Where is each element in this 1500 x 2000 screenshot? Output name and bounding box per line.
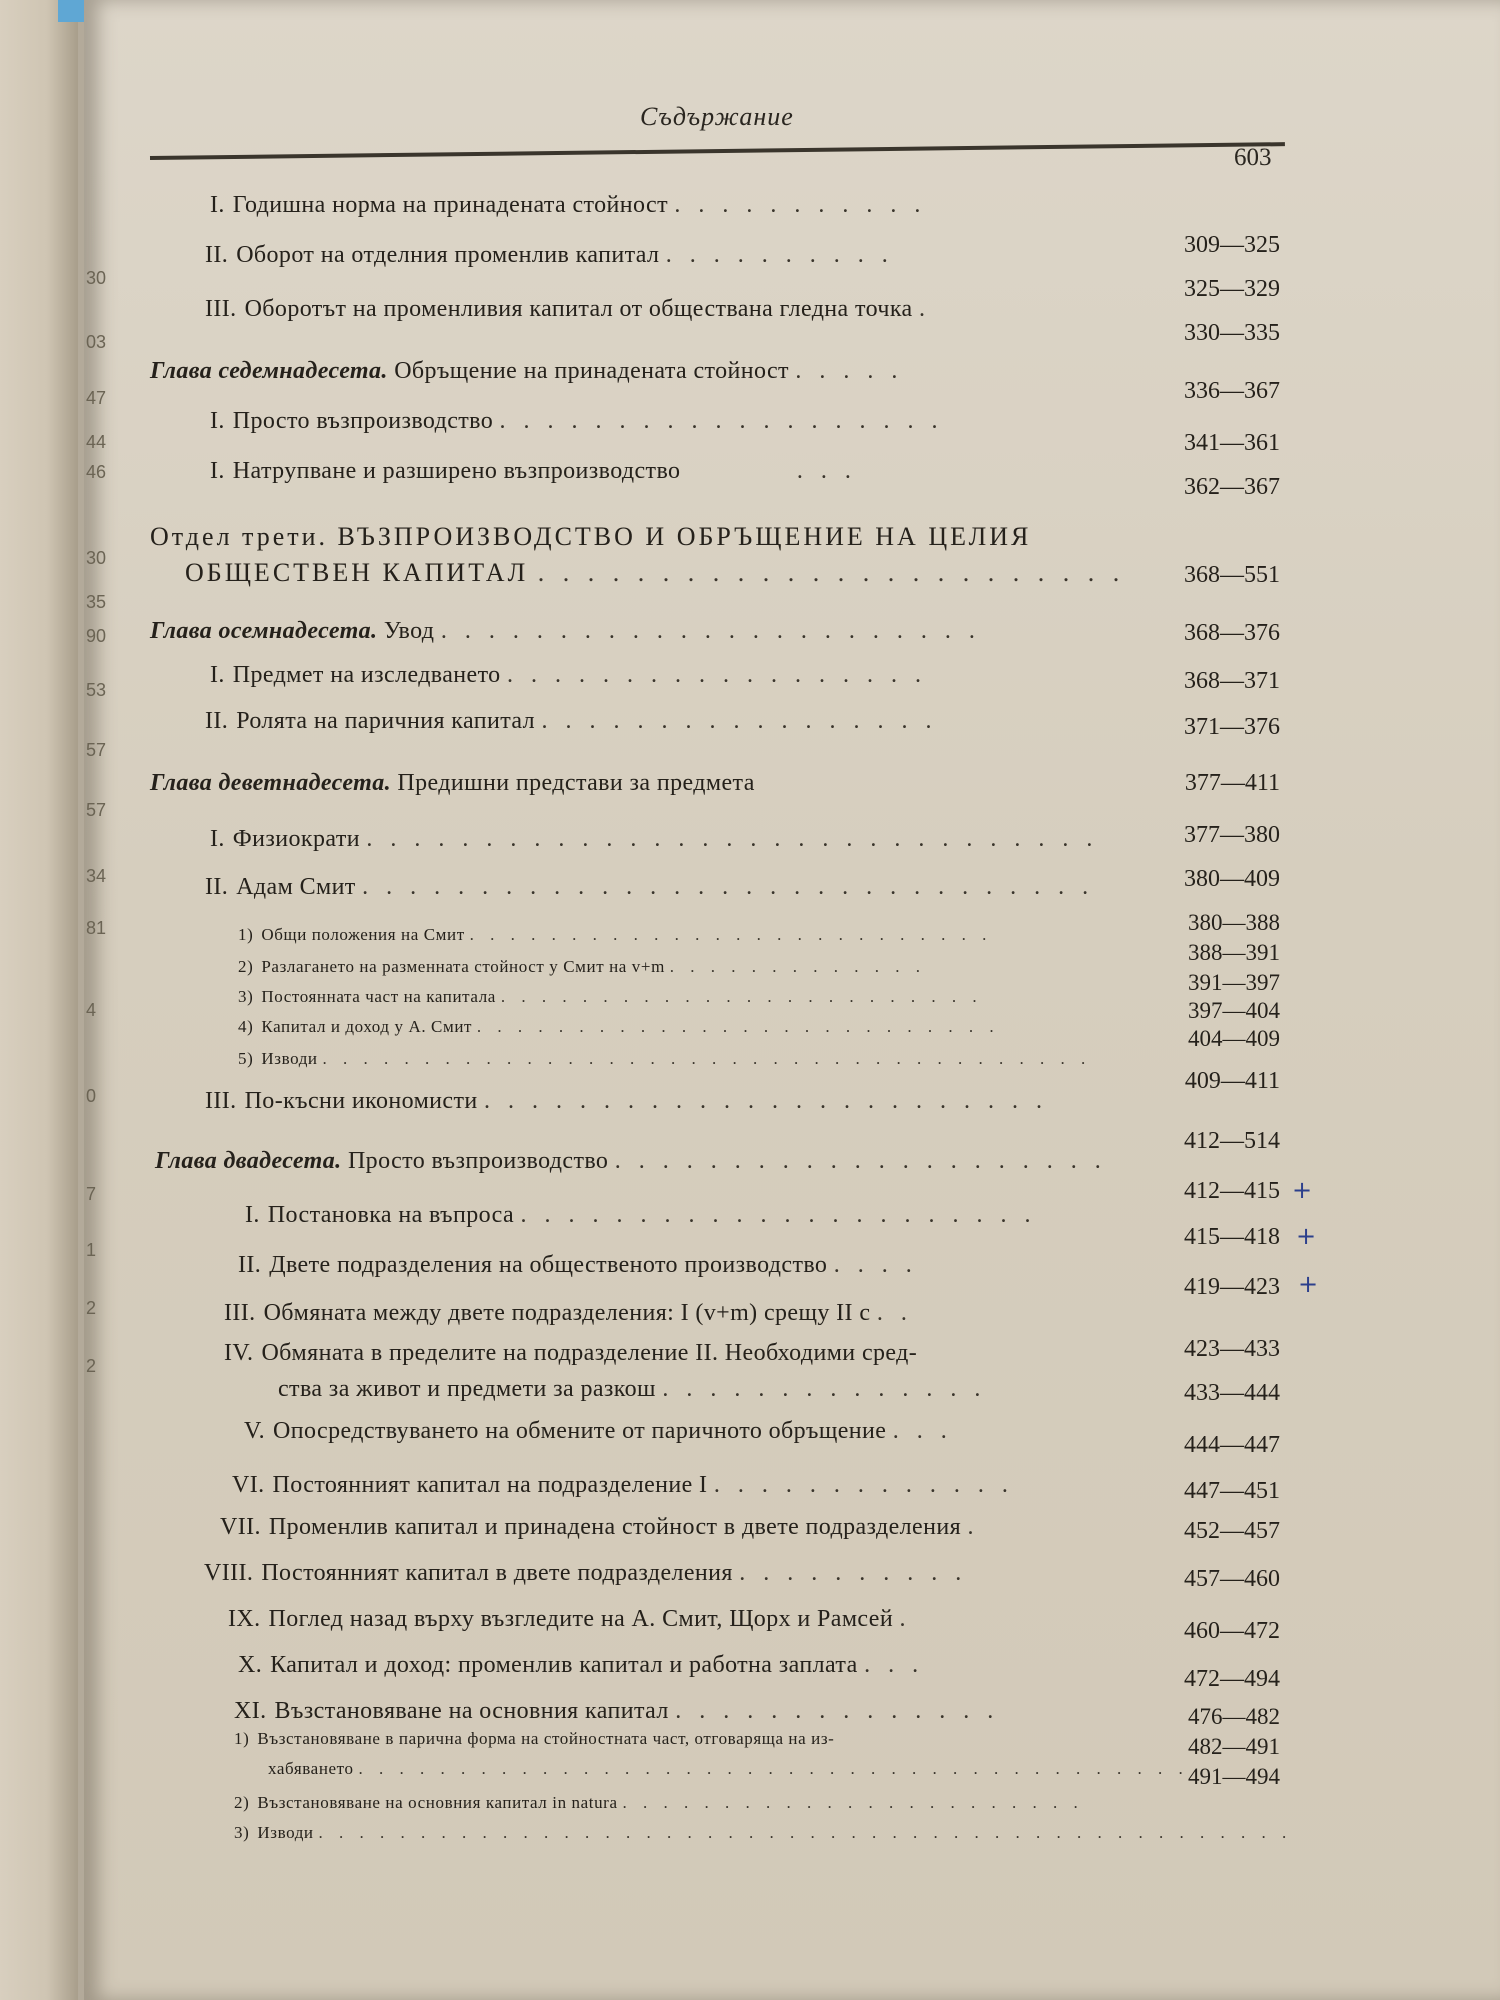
margin-mark: 57 bbox=[86, 740, 107, 760]
margin-mark: 03 bbox=[86, 332, 107, 352]
entry-pages: 423—433 bbox=[1184, 1336, 1280, 1362]
entry-title: Двете подразделения на общественото производство bbox=[269, 1252, 828, 1278]
leader-dots: . . . . . . . . . . . . . . . . . . . . . . bbox=[520, 1202, 1037, 1228]
entry-number: 4) bbox=[238, 1017, 254, 1036]
margin-mark: 7 bbox=[86, 1184, 97, 1204]
entry-pages: 412—514 bbox=[1184, 1128, 1280, 1154]
entry-title: Ролята на паричния капитал bbox=[236, 708, 536, 734]
entry-number: 3) bbox=[238, 987, 254, 1006]
entry-title: Годишна норма на принадената стойност bbox=[232, 192, 668, 218]
entry-title: Възстановяване на основния капитал bbox=[274, 1698, 669, 1724]
entry-pages: 362—367 bbox=[1184, 474, 1280, 500]
leader-dots: . . . . . . . . . . . . . . . . . . . . . . . . . . . . . . . . . . . . . . . . . . . . . . . . bbox=[318, 1823, 1293, 1842]
margin-mark: 1 bbox=[86, 1240, 97, 1260]
toc-entry bbox=[224, 1336, 917, 1370]
toc-subentry bbox=[238, 1014, 1000, 1040]
entry-pages: 452—457 bbox=[1184, 1518, 1280, 1544]
entry-number: III. bbox=[205, 296, 237, 322]
margin-mark: 57 bbox=[86, 800, 107, 820]
leader-dots: . . . . . . . . . . . . . . . . . . . . . bbox=[614, 1148, 1107, 1174]
chapter-label: Глава деветнадесета. bbox=[150, 770, 391, 796]
leader-dots: . . . . . . . . . . . . . . . . . . . bbox=[499, 408, 944, 434]
toc-entry bbox=[232, 1468, 1014, 1502]
entry-number: IX. bbox=[228, 1606, 261, 1632]
toc-entry bbox=[238, 1248, 918, 1282]
margin-mark: 47 bbox=[86, 388, 107, 408]
toc-entry bbox=[220, 1510, 979, 1544]
margin-mark: 0 bbox=[86, 1086, 97, 1106]
entry-title: Физиократи bbox=[232, 826, 360, 852]
chapter-label: Глава седемнадесета. bbox=[150, 358, 388, 384]
plus-annotation: + bbox=[1292, 1176, 1313, 1204]
entry-title: Просто възпроизводство bbox=[347, 1148, 609, 1174]
entry-pages: 444—447 bbox=[1184, 1432, 1280, 1458]
entry-number: VIII. bbox=[204, 1560, 254, 1586]
margin-mark: 35 bbox=[86, 592, 107, 612]
entry-title: Просто възпроизводство bbox=[232, 408, 494, 434]
entry-title: ОБЩЕСТВЕН КАПИТАЛ bbox=[185, 558, 529, 587]
leader-dots: . . . . . . . . . . . . . . bbox=[675, 1698, 1000, 1724]
entry-pages: 330—335 bbox=[1184, 320, 1280, 346]
entry-number: II. bbox=[205, 874, 229, 900]
chapter-label: Глава двадесета. bbox=[155, 1148, 342, 1174]
entry-pages: 325—329 bbox=[1184, 276, 1280, 302]
entry-title: По-късни икономисти bbox=[244, 1088, 478, 1114]
entry-pages: 368—551 bbox=[1184, 562, 1280, 588]
plus-annotation: + bbox=[1298, 1270, 1319, 1298]
entry-title: Увод bbox=[383, 618, 435, 644]
toc-entry-continued bbox=[278, 1372, 986, 1406]
entry-pages: 412—415 bbox=[1184, 1178, 1280, 1204]
entry-number: I. bbox=[210, 826, 225, 852]
toc-entry bbox=[210, 188, 926, 222]
entry-pages: 336—367 bbox=[1184, 378, 1280, 404]
toc-entry bbox=[205, 870, 1094, 904]
entry-number: III. bbox=[224, 1300, 256, 1326]
page-header-title: Съдържание bbox=[640, 102, 794, 131]
entry-title: Предишни представи за предмета bbox=[397, 770, 755, 796]
page-number: 603 bbox=[1234, 144, 1272, 171]
margin-mark: 30 bbox=[86, 548, 107, 568]
entry-number: I. bbox=[245, 1202, 260, 1228]
leader-dots: . . . . bbox=[833, 1252, 918, 1278]
entry-pages: 409—411 bbox=[1184, 1068, 1280, 1094]
toc-entry bbox=[238, 1648, 924, 1682]
entry-pages: 397—404 bbox=[1188, 998, 1280, 1023]
toc-subentry bbox=[234, 1790, 1084, 1816]
entry-title: Променлив капитал и принадена стойност в двете подразделения bbox=[268, 1514, 962, 1540]
leader-dots: . . . . . . . . . . . . . bbox=[713, 1472, 1014, 1498]
entry-pages: 457—460 bbox=[1184, 1566, 1280, 1592]
margin-mark: 4 bbox=[86, 1000, 97, 1020]
toc-entry bbox=[224, 1296, 913, 1330]
leader-dots: . . . . . . . . . . . . . . . . . . . . . . . bbox=[440, 618, 981, 644]
leader-dots: . . . . . . . . . . . . . . bbox=[662, 1376, 987, 1402]
entry-title: Изводи bbox=[261, 1049, 318, 1068]
toc-chapter bbox=[155, 1144, 1107, 1178]
toc-subentry-continued bbox=[268, 1756, 1189, 1782]
entry-pages: 476—482 bbox=[1188, 1704, 1280, 1729]
leader-dots: . bbox=[967, 1514, 980, 1540]
entry-title: Постоянната част на капитала bbox=[261, 987, 496, 1006]
entry-pages: 380—388 bbox=[1188, 910, 1280, 935]
toc-subentry bbox=[238, 984, 983, 1010]
toc-chapter bbox=[150, 766, 755, 800]
entry-pages: 419—423 bbox=[1184, 1274, 1280, 1300]
toc-entry bbox=[210, 822, 1098, 856]
entry-pages: 371—376 bbox=[1184, 714, 1280, 740]
leader-dots: . bbox=[899, 1606, 912, 1632]
leader-dots: . . . . . . . . . . . . . . . . . . . . . . . . . . bbox=[469, 925, 993, 944]
entry-title: Адам Смит bbox=[236, 874, 356, 900]
leader-dots: . . . . . . . . . . . . . . . . . . . . . . . . bbox=[537, 558, 1126, 587]
entry-pages: 460—472 bbox=[1184, 1618, 1280, 1644]
entry-title: Възстановяване на основния капитал in natura bbox=[257, 1793, 618, 1812]
margin-mark: 90 bbox=[86, 626, 107, 646]
toc-entry bbox=[244, 1414, 953, 1448]
entry-title: Изводи bbox=[257, 1823, 314, 1842]
toc-subentry bbox=[238, 922, 992, 948]
leader-dots: . . . bbox=[796, 458, 857, 484]
entry-number: 3) bbox=[234, 1823, 250, 1842]
entry-number: III. bbox=[205, 1088, 237, 1114]
entry-pages: 368—376 bbox=[1184, 620, 1280, 646]
entry-pages: 341—361 bbox=[1184, 430, 1280, 456]
entry-number: I. bbox=[210, 408, 225, 434]
leader-dots: . bbox=[918, 296, 931, 322]
entry-number: I. bbox=[210, 662, 225, 688]
entry-number: I. bbox=[210, 192, 225, 218]
toc-entry bbox=[245, 1198, 1036, 1232]
entry-title: Предмет на изследването bbox=[232, 662, 501, 688]
entry-pages: 491—494 bbox=[1188, 1764, 1280, 1789]
toc-entry bbox=[205, 1084, 1048, 1118]
margin-mark: 46 bbox=[86, 462, 107, 482]
entry-pages: 380—409 bbox=[1184, 866, 1280, 892]
entry-title: Постоянният капитал на подразделение I bbox=[272, 1472, 708, 1498]
leader-dots: . . . . . . . . . . . . . . . . . . . . . . . . bbox=[484, 1088, 1049, 1114]
entry-pages: 447—451 bbox=[1184, 1478, 1280, 1504]
entry-pages: 415—418 bbox=[1184, 1224, 1280, 1250]
entry-title: Обмяната в пределите на подразделение II. Необходими сред- bbox=[261, 1340, 918, 1366]
leader-dots: . . . . . . . . . . bbox=[665, 242, 894, 268]
margin-mark: 2 bbox=[86, 1298, 97, 1318]
entry-pages: 472—494 bbox=[1184, 1666, 1280, 1692]
entry-number: II. bbox=[238, 1252, 262, 1278]
leader-dots: . . . . . . . . . . . . . . . . . . . . . . . . . . . . . . . . . . . . . . bbox=[322, 1049, 1092, 1068]
entry-number: 2) bbox=[238, 957, 254, 976]
leader-dots: . . . . . . . . . . . . . bbox=[669, 957, 927, 976]
toc-chapter bbox=[150, 614, 981, 648]
entry-pages: 368—371 bbox=[1184, 668, 1280, 694]
entry-pages: 482—491 bbox=[1188, 1734, 1280, 1759]
entry-title: Постоянният капитал в двете подразделения bbox=[261, 1560, 733, 1586]
entry-number: 1) bbox=[234, 1729, 250, 1748]
toc-subentry bbox=[234, 1726, 834, 1752]
entry-number: XI. bbox=[234, 1698, 267, 1724]
toc-entry bbox=[205, 292, 931, 326]
toc-subentry bbox=[238, 954, 926, 980]
toc-entry bbox=[228, 1602, 911, 1636]
entry-title: хабяването bbox=[268, 1759, 354, 1778]
plus-annotation: + bbox=[1296, 1222, 1317, 1250]
entry-title: ства за живот и предмети за разкош bbox=[278, 1376, 656, 1402]
entry-pages: 391—397 bbox=[1188, 970, 1280, 995]
toc-chapter bbox=[150, 354, 903, 388]
entry-number: 5) bbox=[238, 1049, 254, 1068]
entry-title: Поглед назад върху възгледите на А. Смит, Щорх и Рамсей bbox=[268, 1606, 894, 1632]
toc-section-continued bbox=[185, 556, 1125, 590]
entry-title: Капитал и доход: променлив капитал и работна заплата bbox=[270, 1652, 858, 1678]
entry-title: Натрупване и разширено възпроизводство bbox=[232, 458, 681, 484]
toc-subentry bbox=[238, 1046, 1091, 1072]
toc-entry bbox=[205, 704, 937, 738]
entry-pages: 433—444 bbox=[1184, 1380, 1280, 1406]
entry-title: ВЪЗПРОИЗВОДСТВО И ОБРЪЩЕНИЕ НА ЦЕЛИЯ bbox=[337, 522, 1032, 551]
chapter-label: Глава осемнадесета. bbox=[150, 618, 378, 644]
toc-entry bbox=[234, 1694, 999, 1728]
leader-dots: . . . . . . . . . . . . . . . . . . . . . . . . . . bbox=[476, 1017, 1000, 1036]
entry-title: Възстановяване в парична форма на стойностната част, отговаряща на из- bbox=[257, 1729, 835, 1748]
toc-section bbox=[150, 520, 1031, 554]
leader-dots: . . . . . . . . . . . . . . . . . . . . . . . bbox=[622, 1793, 1084, 1812]
entry-pages: 377—411 bbox=[1184, 770, 1280, 796]
toc-subentry bbox=[234, 1820, 1292, 1846]
leader-dots: . . . . . . . . . . bbox=[739, 1560, 968, 1586]
toc-entry bbox=[210, 404, 944, 438]
entry-number: II. bbox=[205, 708, 229, 734]
leader-dots: . . . . . . . . . . . bbox=[674, 192, 927, 218]
leader-dots: . . . . . . . . . . . . . . . . . . . . . . . . . . . . . . . bbox=[366, 826, 1099, 852]
entry-title: Обръщение на принадената стойност bbox=[394, 358, 789, 384]
entry-title: Капитал и доход у А. Смит bbox=[261, 1017, 473, 1036]
leader-dots: . . . . . . . . . . . . . . . . . bbox=[541, 708, 938, 734]
entry-title: Общи положения на Смит bbox=[261, 925, 465, 944]
entry-number: VII. bbox=[220, 1514, 261, 1540]
leader-dots: . . . . . . . . . . . . . . . . . . . . . . . . . . . . . . . bbox=[362, 874, 1095, 900]
leader-dots: . . . bbox=[864, 1652, 925, 1678]
toc-entry bbox=[205, 238, 894, 272]
leader-dots: . . bbox=[876, 1300, 913, 1326]
entry-title: Постановка на въпроса bbox=[267, 1202, 515, 1228]
entry-title: Оборот на отделния променлив капитал bbox=[236, 242, 660, 268]
toc-entry bbox=[204, 1556, 967, 1590]
entry-pages: 404—409 bbox=[1188, 1026, 1280, 1051]
entry-number: V. bbox=[244, 1418, 266, 1444]
section-label: Отдел трети. bbox=[150, 522, 329, 551]
toc-entry bbox=[210, 454, 857, 488]
entry-title: Опосредствуването на обмените от паричното обръщение bbox=[273, 1418, 887, 1444]
leader-dots: . . . . . . . . . . . . . . . . . . bbox=[506, 662, 927, 688]
toc-entry bbox=[210, 658, 927, 692]
entry-number: X. bbox=[238, 1652, 263, 1678]
entry-pages: 388—391 bbox=[1188, 940, 1280, 965]
margin-mark: 34 bbox=[86, 866, 107, 886]
margin-mark: 2 bbox=[86, 1356, 97, 1376]
entry-title: Обмяната между двете подразделения: I (v+m) срещу II c bbox=[263, 1300, 871, 1326]
margin-mark: 30 bbox=[86, 268, 107, 288]
margin-mark: 53 bbox=[86, 680, 107, 700]
entry-pages: 377—380 bbox=[1184, 822, 1280, 848]
entry-number: I. bbox=[210, 458, 225, 484]
leader-dots: . . . . . . . . . . . . . . . . . . . . . . . . bbox=[500, 987, 983, 1006]
margin-mark: 81 bbox=[86, 918, 107, 938]
entry-number: IV. bbox=[224, 1340, 254, 1366]
entry-pages: 309—325 bbox=[1184, 232, 1280, 258]
leader-dots: . . . . . bbox=[795, 358, 904, 384]
entry-number: 1) bbox=[238, 925, 254, 944]
margin-mark: 44 bbox=[86, 432, 107, 452]
entry-number: VI. bbox=[232, 1472, 265, 1498]
entry-title: Разлагането на разменната стойност у Смит на v+m bbox=[261, 957, 665, 976]
leader-dots: . . . bbox=[892, 1418, 953, 1444]
entry-number: 2) bbox=[234, 1793, 250, 1812]
entry-title: Оборотът на променливия капитал от обществана гледна точка bbox=[244, 296, 913, 322]
leader-dots: . . . . . . . . . . . . . . . . . . . . . . . . . . . . . . . . . . . . . . . . . bbox=[358, 1759, 1189, 1778]
entry-number: II. bbox=[205, 242, 229, 268]
